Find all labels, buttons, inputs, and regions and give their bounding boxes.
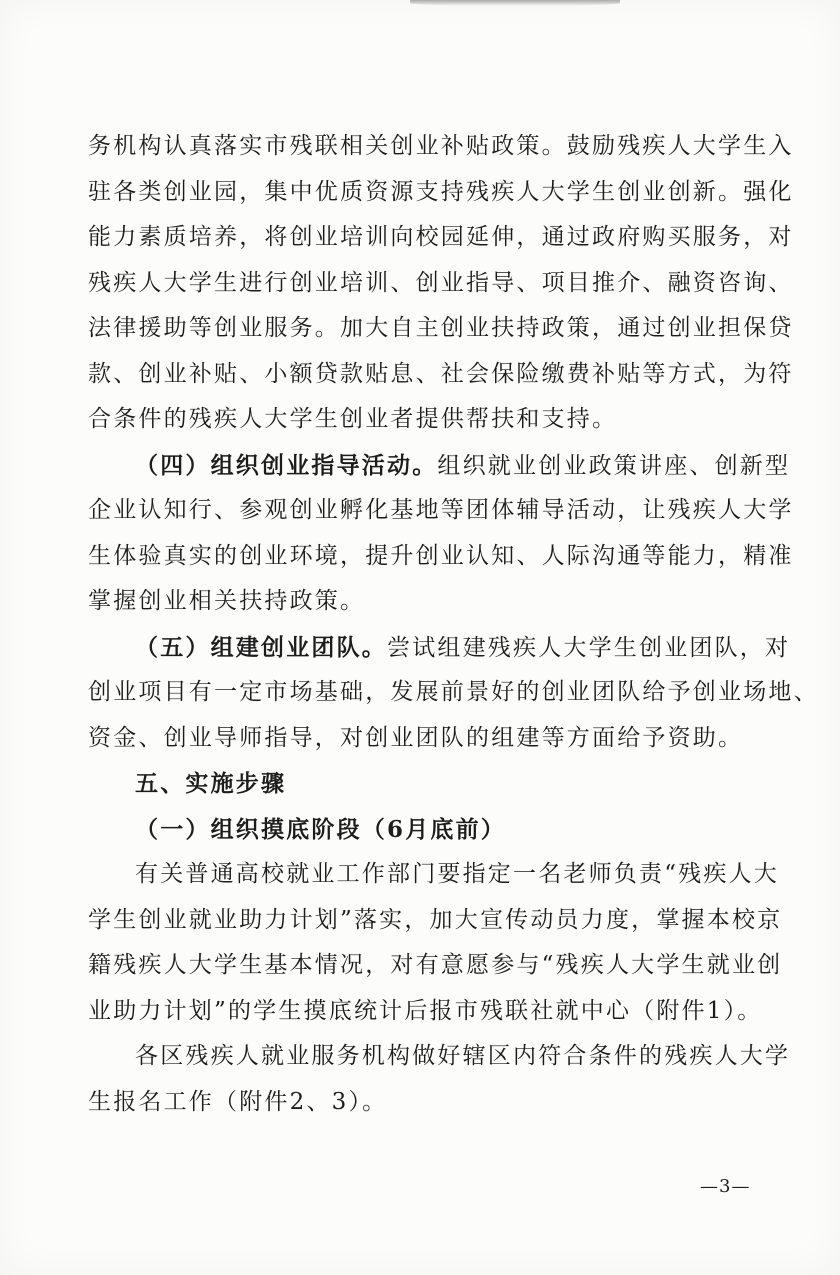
text-line: 学生创业就业助力计划”落实，加大宣传动员力度，掌握本校京 [88, 906, 783, 933]
text-line: 各区残疾人就业服务机构做好辖区内符合条件的残疾人大学 [135, 1043, 791, 1069]
text-line: 残疾人大学生进行创业培训、创业指导、项目推介、融资咨询、 [88, 269, 794, 296]
section-4-heading: （四）组织创业指导活动。 [135, 451, 438, 479]
heading-implementation-steps: 五、实施步骤 [135, 770, 287, 797]
section-5-heading: （五）组建创业团队。 [135, 633, 387, 661]
text-line: 务机构认真落实市残联相关创业补贴政策。鼓励残疾人大学生入 [88, 133, 794, 159]
text-line: 有关普通高校就业工作部门要指定一名老师负责“残疾人大 [135, 861, 779, 887]
binding-shadow [410, 0, 620, 6]
text-line: 生体验真实的创业环境，提升创业认知、人际沟通等能力，精准 [88, 542, 794, 569]
page-number: —3— [700, 1176, 751, 1197]
section-4-text: 组织就业创业政策讲座、创新型 [437, 452, 791, 479]
text-line: 掌握创业相关扶持政策。 [88, 588, 366, 614]
section-5-first-line [88, 625, 791, 671]
text-line: 能力素质培养，将创业培训向校园延伸，通过政府购买服务，对 [88, 224, 794, 250]
text-line: 籍残疾人大学生基本情况，对有意愿参与“残疾人大学生就业创 [88, 952, 783, 978]
section-4-first-line [88, 443, 791, 489]
subheading-survey-stage: （一）组织摸底阶段（6月底前） [135, 815, 507, 843]
text-line: 创业项目有一定市场基础，发展前景好的创业团队给予创业场地、 [88, 679, 819, 705]
section-5-text: 尝试组建残疾人大学生创业团队，对 [387, 634, 791, 661]
text-line: 款、创业补贴、小额贷款贴息、社会保险缴费补贴等方式，为符 [88, 360, 794, 387]
body-text [88, 124, 819, 1125]
text-line: 业助力计划”的学生摸底统计后报市残联社就中心（附件1）。 [88, 997, 763, 1024]
text-line: 生报名工作（附件2、3）。 [88, 1088, 388, 1115]
text-line: 资金、创业导师指导，对创业团队的组建等方面给予资助。 [88, 724, 744, 751]
text-line: 驻各类创业园，集中优质资源支持残疾人大学生创业创新。强化 [88, 178, 794, 205]
text-line: 合条件的残疾人大学生创业者提供帮扶和支持。 [88, 406, 618, 432]
text-line: 企业认知行、参观创业孵化基地等团体辅导活动，让残疾人大学 [88, 497, 794, 523]
text-line: 法律援助等创业服务。加大自主创业扶持政策，通过创业担保贷 [88, 315, 794, 341]
